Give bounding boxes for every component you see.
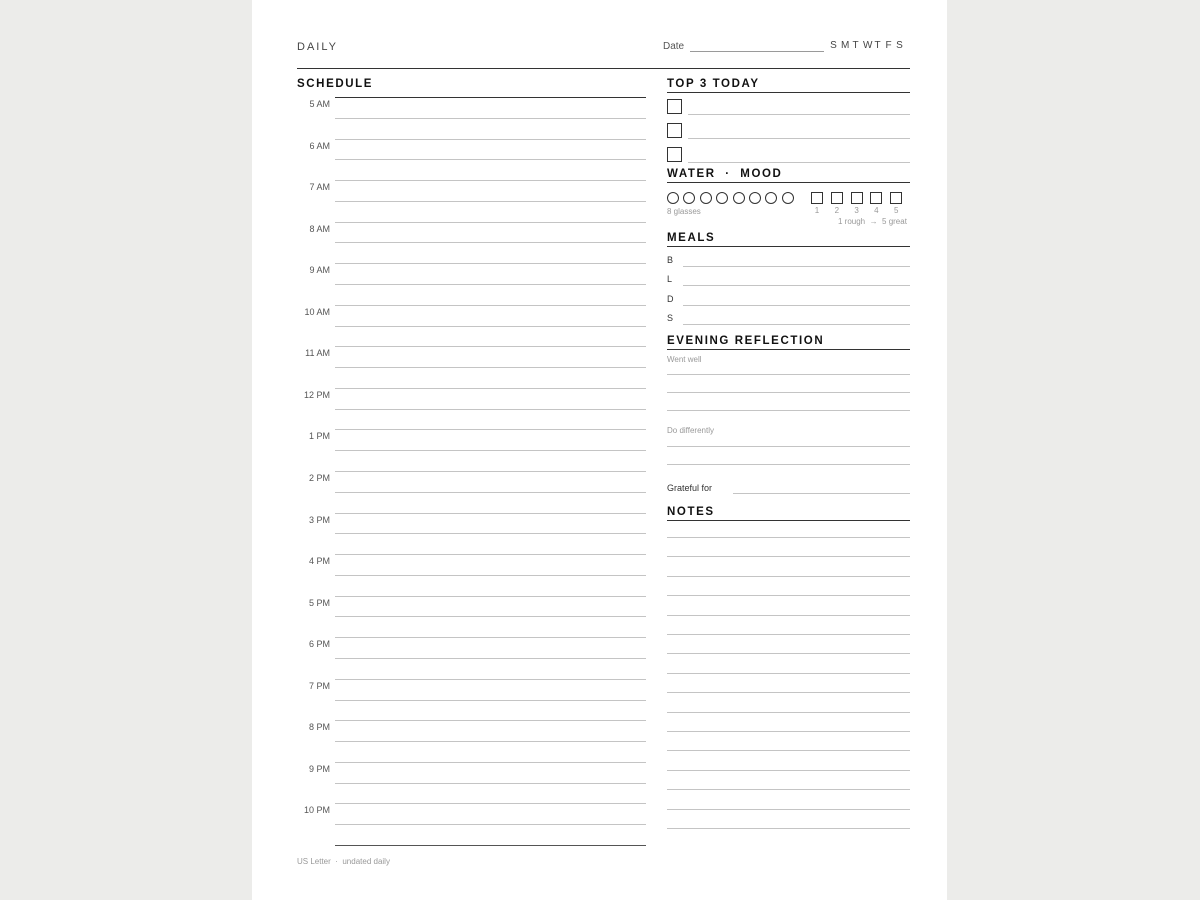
notes-line[interactable]: [667, 712, 910, 713]
reflection-title-rule: [667, 349, 910, 350]
meal-label: D: [667, 293, 674, 304]
schedule-half-hour-line[interactable]: [335, 159, 646, 160]
schedule-half-hour-line[interactable]: [335, 492, 646, 493]
weekday-tue[interactable]: T: [852, 40, 859, 51]
reflection-title: EVENING REFLECTION: [667, 335, 825, 347]
notes-line[interactable]: [667, 556, 910, 557]
mood-checkbox[interactable]: [831, 192, 843, 204]
notes-line[interactable]: [667, 789, 910, 790]
notes-line[interactable]: [667, 692, 910, 693]
do-differently-label: Do differently: [667, 426, 714, 435]
weekday-wed[interactable]: W: [863, 40, 873, 51]
schedule-hour-label: 1 PM: [308, 431, 330, 442]
planner-page: [252, 0, 947, 900]
mood-number: 3: [854, 206, 859, 215]
schedule-hour-label: 5 AM: [309, 99, 330, 109]
schedule-half-hour-line[interactable]: [335, 326, 646, 327]
schedule-hour-line[interactable]: [335, 513, 646, 514]
glasses-label: 8 glasses: [667, 207, 701, 216]
schedule-hour-label: 2 PM: [308, 472, 330, 483]
schedule-title-rule: [335, 97, 646, 98]
notes-line[interactable]: [667, 576, 910, 577]
date-label: Date: [663, 41, 685, 52]
weekday-mon[interactable]: M: [841, 40, 850, 51]
schedule-half-hour-line[interactable]: [335, 533, 646, 534]
notes-line[interactable]: [667, 750, 910, 751]
notes-line[interactable]: [667, 615, 910, 616]
went-well-line[interactable]: [667, 392, 910, 393]
schedule-title: SCHEDULE: [297, 78, 374, 90]
top3-title: TOP 3 TODAY: [667, 78, 760, 90]
schedule-hour-line[interactable]: [335, 263, 646, 264]
schedule-half-hour-line[interactable]: [335, 201, 646, 202]
meal-line[interactable]: [683, 266, 910, 267]
schedule-hour-label: 10 AM: [304, 306, 330, 317]
schedule-half-hour-line[interactable]: [335, 783, 646, 784]
schedule-hour-line[interactable]: [335, 305, 646, 306]
weekday-sun[interactable]: S: [830, 40, 837, 51]
went-well-line[interactable]: [667, 410, 910, 411]
water-glass-icon[interactable]: [683, 192, 695, 204]
notes-line[interactable]: [667, 653, 910, 654]
notes-line[interactable]: [667, 673, 910, 674]
notes-title: NOTES: [667, 506, 715, 518]
schedule-hour-line[interactable]: [335, 429, 646, 430]
meal-line[interactable]: [683, 305, 910, 306]
top3-line[interactable]: [688, 114, 910, 115]
water-glass-icon[interactable]: [700, 192, 712, 204]
schedule-hour-label: 11 AM: [305, 348, 330, 359]
grateful-for-label: Grateful for: [667, 483, 713, 493]
schedule-half-hour-line[interactable]: [335, 409, 646, 410]
schedule-hour-line[interactable]: [335, 596, 646, 597]
schedule-hour-line[interactable]: [335, 180, 646, 181]
meal-label: B: [667, 255, 674, 265]
notes-line[interactable]: [667, 770, 910, 771]
notes-line[interactable]: [667, 634, 910, 635]
notes-line[interactable]: [667, 537, 910, 538]
top3-title-rule: [667, 92, 910, 93]
schedule-hour-label: 10 PM: [303, 805, 330, 816]
water-glass-icon[interactable]: [749, 192, 761, 204]
schedule-half-hour-line[interactable]: [335, 450, 646, 451]
schedule-hour-line[interactable]: [335, 845, 646, 846]
weekday-fri[interactable]: F: [885, 40, 892, 51]
schedule-hour-label: 6 AM: [309, 140, 330, 151]
do-differently-line[interactable]: [667, 446, 910, 447]
schedule-hour-label: 12 PM: [303, 389, 330, 400]
top3-line[interactable]: [688, 138, 910, 139]
notes-line[interactable]: [667, 809, 910, 810]
schedule-hour-line[interactable]: [335, 139, 646, 140]
mood-checkbox[interactable]: [851, 192, 863, 204]
schedule-hour-label: 8 AM: [309, 223, 330, 234]
schedule-hour-label: 6 PM: [308, 639, 330, 650]
schedule-hour-label: 7 AM: [309, 182, 330, 193]
schedule-half-hour-line[interactable]: [335, 367, 646, 368]
water-glass-icon[interactable]: [667, 192, 679, 204]
water-glass-icon[interactable]: [733, 192, 745, 204]
schedule-half-hour-line[interactable]: [335, 242, 646, 243]
schedule-hour-line[interactable]: [335, 803, 646, 804]
notes-line[interactable]: [667, 828, 910, 829]
notes-line[interactable]: [667, 731, 910, 732]
schedule-hour-label: 3 PM: [308, 514, 330, 525]
schedule-half-hour-line[interactable]: [335, 284, 646, 285]
mood-checkbox[interactable]: [870, 192, 882, 204]
schedule-half-hour-line[interactable]: [335, 824, 646, 825]
schedule-half-hour-line[interactable]: [335, 658, 646, 659]
schedule-hour-line[interactable]: [335, 388, 646, 389]
top3-line[interactable]: [688, 162, 910, 163]
meal-line[interactable]: [683, 285, 910, 286]
grateful-for-line[interactable]: [733, 493, 910, 494]
schedule-half-hour-line[interactable]: [335, 575, 646, 576]
mood-number: 2: [834, 206, 840, 215]
water-glass-icon[interactable]: [782, 192, 794, 204]
schedule-hour-line[interactable]: [335, 720, 646, 721]
schedule-half-hour-line[interactable]: [335, 118, 646, 119]
mood-number: 1: [814, 206, 820, 215]
page-title: DAILY: [297, 41, 338, 53]
schedule-hour-line[interactable]: [335, 637, 646, 638]
schedule-hour-line[interactable]: [335, 679, 646, 680]
meals-title: MEALS: [667, 232, 716, 244]
schedule-half-hour-line[interactable]: [335, 741, 646, 742]
schedule-hour-line[interactable]: [335, 471, 646, 472]
top3-checkbox[interactable]: [667, 99, 682, 114]
went-well-line[interactable]: [667, 374, 910, 375]
weekday-picker: [830, 40, 903, 51]
schedule-hour-label: 9 AM: [309, 265, 330, 276]
schedule-half-hour-line[interactable]: [335, 700, 646, 701]
schedule-hour-line[interactable]: [335, 346, 646, 347]
top3-checkbox[interactable]: [667, 123, 682, 138]
water-mood-title: WATER · MOOD: [667, 168, 783, 180]
schedule-hour-label: 8 PM: [308, 722, 330, 733]
header-divider: [297, 68, 910, 69]
footer-text: US Letter · undated daily: [297, 857, 390, 866]
mood-range-label: 1 rough → 5 great: [838, 217, 907, 226]
top3-checkbox[interactable]: [667, 147, 682, 162]
schedule-hour-label: 4 PM: [308, 556, 330, 567]
mood-checkbox[interactable]: [811, 192, 823, 204]
went-well-label: Went well: [667, 355, 702, 364]
notes-title-rule: [667, 520, 910, 521]
meals-title-rule: [667, 246, 910, 247]
schedule-hour-label: 7 PM: [308, 680, 330, 691]
meal-line[interactable]: [683, 324, 910, 325]
water-mood-title-rule: [667, 182, 910, 183]
meal-label: L: [667, 274, 673, 285]
water-glass-icon[interactable]: [765, 192, 777, 204]
schedule-hour-label: 9 PM: [308, 763, 330, 774]
schedule-hour-label: 5 PM: [308, 597, 330, 608]
water-glass-icon[interactable]: [716, 192, 728, 204]
schedule-hour-line[interactable]: [335, 222, 646, 223]
notes-line[interactable]: [667, 595, 910, 596]
schedule-hour-line[interactable]: [335, 554, 646, 555]
do-differently-line[interactable]: [667, 464, 910, 465]
schedule-half-hour-line[interactable]: [335, 616, 646, 617]
weekday-sat[interactable]: S: [896, 40, 903, 51]
mood-number: 4: [874, 206, 879, 215]
date-field[interactable]: [690, 51, 824, 52]
weekday-thu[interactable]: T: [874, 40, 881, 51]
schedule-hour-line[interactable]: [335, 762, 646, 763]
mood-number: 5: [893, 206, 899, 215]
meal-label: S: [667, 312, 674, 323]
mood-checkbox[interactable]: [890, 192, 902, 204]
